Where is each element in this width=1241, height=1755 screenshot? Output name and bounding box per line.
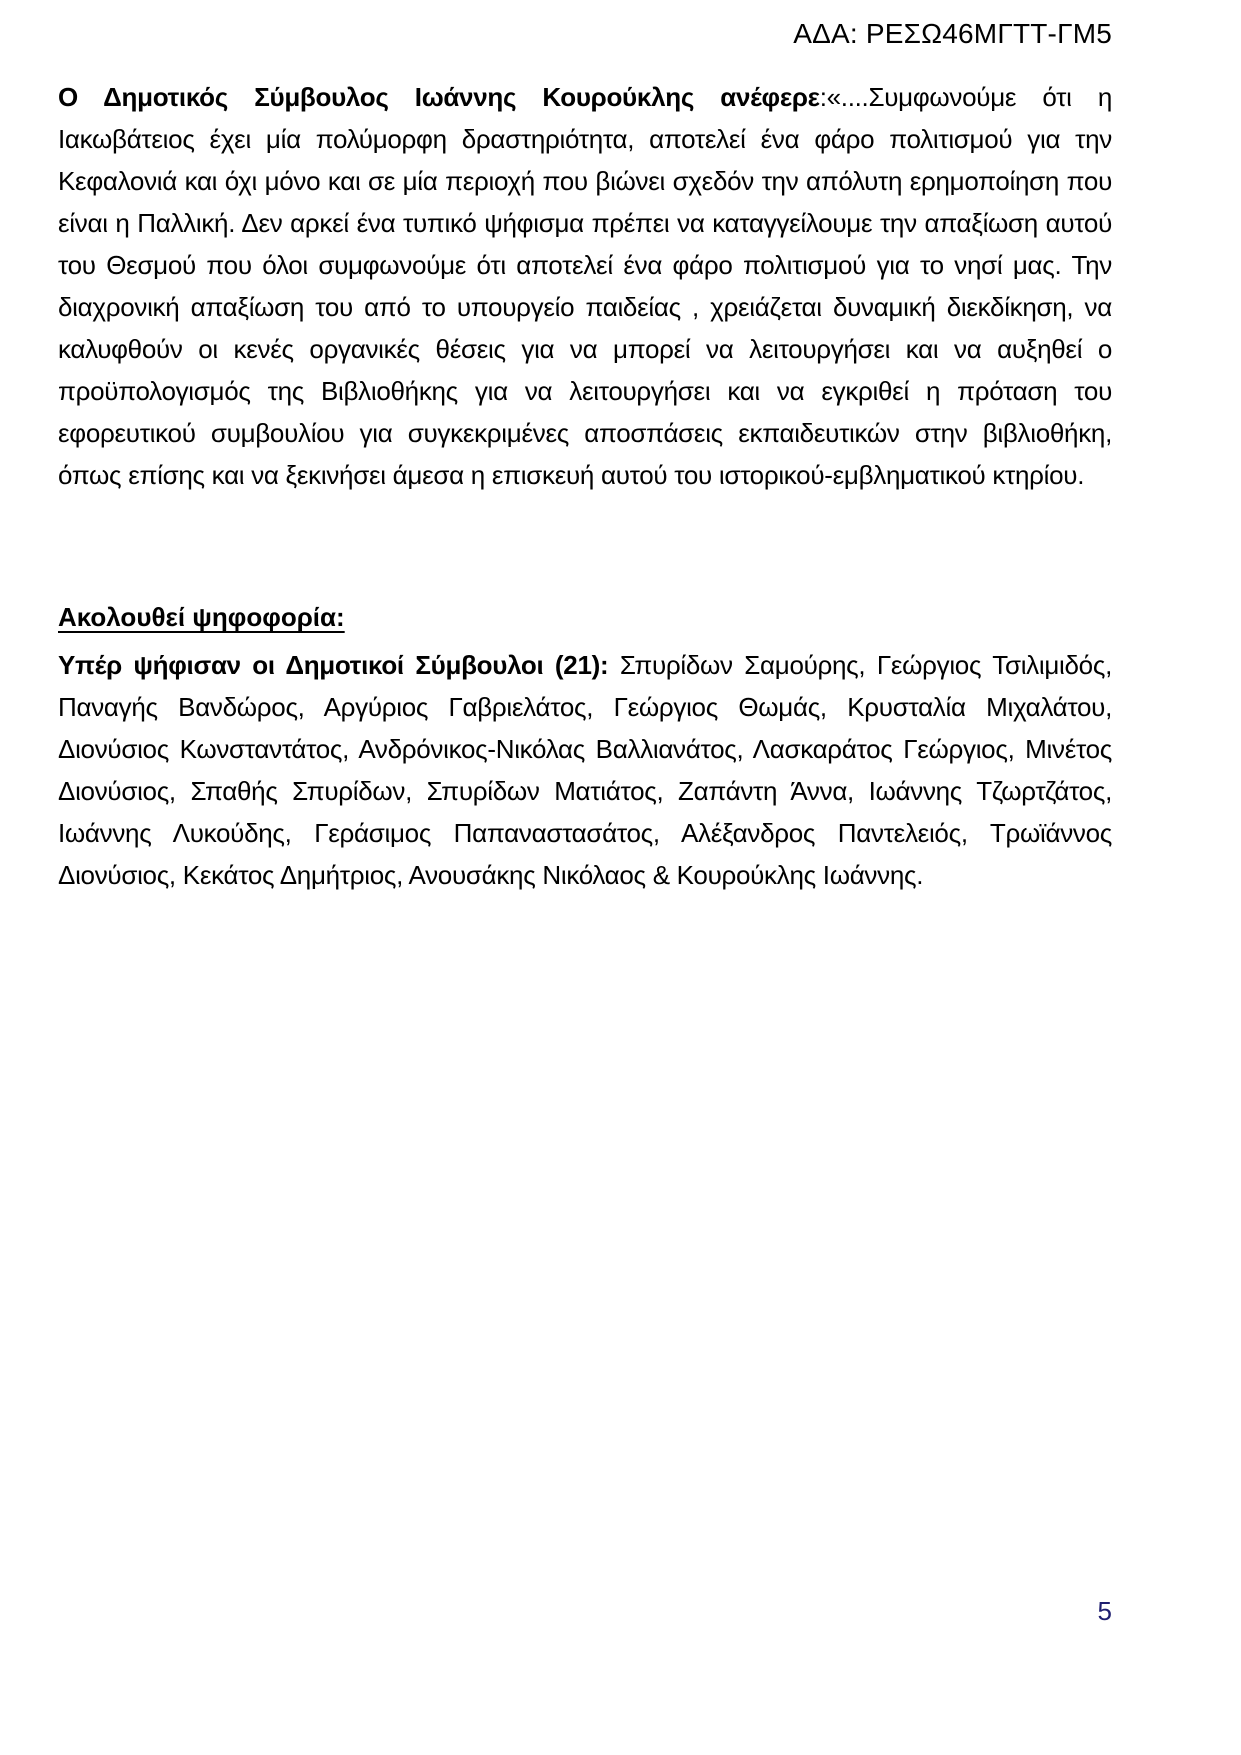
page-content: [58, 0, 1112, 896]
voters-paragraph: [58, 644, 1112, 896]
statement-lead-bold: Ο Δημοτικός Σύμβουλος Ιωάννης Κουρούκλης ανέφερε: [58, 82, 820, 112]
page-number: 5: [1097, 1596, 1112, 1626]
ada-code: ΑΔΑ: ΡΕΣΩ46ΜΓΤΤ-ΓΜ5: [793, 18, 1112, 49]
statement-paragraph: [58, 76, 1112, 496]
infavor-label-bold: Υπέρ ψήφισαν οι Δημοτικοί Σύμβουλοι (21):: [58, 650, 609, 680]
voting-heading: Ακολουθεί ψηφοφορία:: [58, 602, 345, 632]
statement-body-text: :«....Συμφωνούμε ότι η Ιακωβάτειος έχει μία πολύμορφη δραστηριότητα, αποτελεί ένα φάρο πολιτισμού για την Κεφαλονιά και όχι μόνο και σε μία περιοχή που βιώνει σχεδόν την απόλυτη ερημοποίηση που είναι η Παλλική. Δεν αρκεί ένα τυπικό ψήφισμα πρέπει να καταγγείλουμε την απαξίωση αυτού του Θεσμού που όλοι συμφωνούμε ότι αποτελεί ένα φάρο πολιτισμού για το νησί μας. Την διαχρονική απαξίωση του από το υπουργείο παιδείας , χρειάζεται δυναμική διεκδίκηση, να καλυφθούν οι κενές οργανικές θέσεις για να μπορεί να λειτουργήσει και να αυξηθεί ο προϋπολογισμός της Βιβλιοθήκης για να λειτουργήσει και να εγκριθεί η πρόταση του εφορευτικού συμβουλίου για συγκεκριμένες αποσπάσεις εκπαιδευτικών στην βιβλιοθήκη, όπως επίσης και να ξεκινήσει άμεσα η επισκευή αυτού του ιστορικού-εμβληματικού κτηρίου.: [58, 82, 1112, 490]
infavor-names-text: Σπυρίδων Σαμούρης, Γεώργιος Τσιλιμιδός, Παναγής Βανδώρος, Αργύριος Γαβριελάτος, Γεώργιος Θωμάς, Κρυσταλία Μιχαλάτου, Διονύσιος Κωνσταντάτος, Ανδρόνικος-Νικόλας Βαλλιανάτος, Λασκαράτος Γεώργιος, Μινέτος Διονύσιος, Σπαθής Σπυρίδων, Σπυρίδων Ματιάτος, Ζαπάντη Άννα, Ιωάννης Τζωρτζάτος, Ιωάννης Λυκούδης, Γεράσιμος Παπαναστασάτος, Αλέξανδρος Παντελειός, Τρωϊάννος Διονύσιος, Κεκάτος Δημήτριος, Ανουσάκης Νικόλαος & Κουρούκλης Ιωάννης.: [58, 650, 1112, 890]
